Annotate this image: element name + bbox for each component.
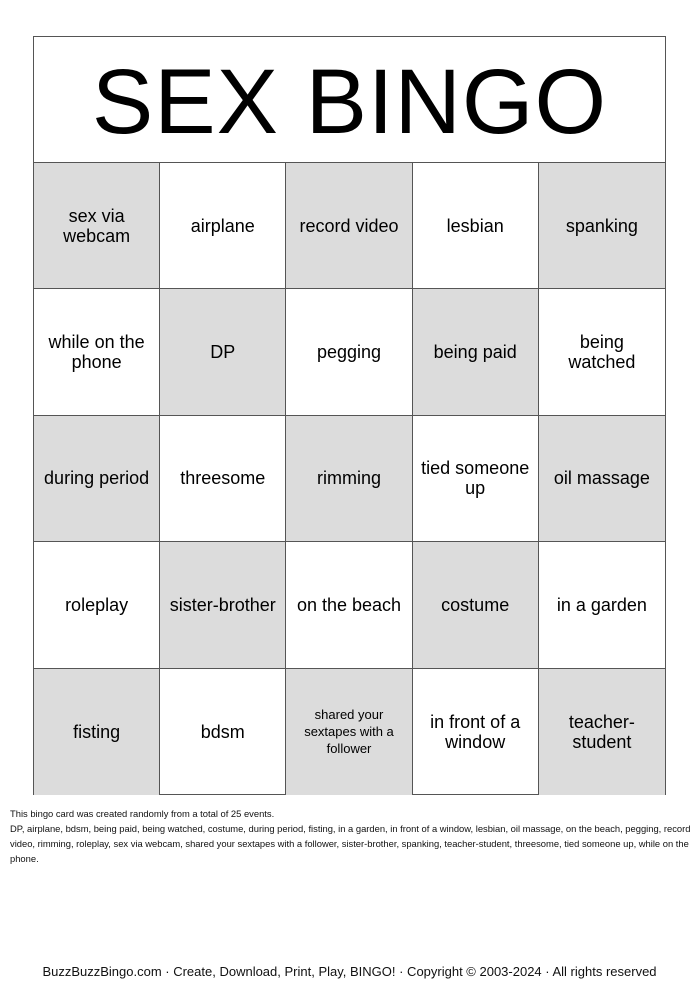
copyright-footer: BuzzBuzzBingo.com · Create, Download, Print, Play, BINGO! · Copyright © 2003-2024 · All rights reserved: [42, 964, 657, 979]
card-title: SEX BINGO: [34, 37, 665, 163]
bingo-cell: [413, 163, 539, 289]
bingo-cell-label: lesbian: [446, 215, 504, 236]
bingo-cell: [413, 289, 539, 415]
bingo-cell: [539, 163, 665, 289]
events-count-note: This bingo card was created randomly from a total of 25 events.: [10, 808, 275, 819]
bingo-cell-label: fisting: [73, 721, 121, 742]
bingo-cell: [286, 669, 412, 795]
bingo-cell: [413, 542, 539, 668]
bingo-cell-label: oil massage: [553, 468, 650, 489]
bingo-cell-label: threesome: [180, 468, 266, 489]
bingo-cell: [160, 416, 286, 542]
bingo-cell: [539, 289, 665, 415]
events-list-note: DP, airplane, bdsm, being paid, being watched, costume, during period, fisting, in a garden, in front of a window, lesbian, oil massage, on the beach, pegging, record video, rimming, roleplay, sex via webcam, shared your sextapes with a follower, sister-brother, spanking, teacher-student, threesome, tied someone up, while on the phone.: [10, 823, 691, 864]
bingo-card: [33, 36, 666, 795]
bingo-cell: [34, 542, 160, 668]
bingo-cell-label: teacher-student: [568, 711, 635, 752]
bingo-cell: [160, 669, 286, 795]
bingo-cell: [286, 163, 412, 289]
bingo-cell: [34, 669, 160, 795]
bingo-cell: [34, 289, 160, 415]
bingo-cell: [286, 542, 412, 668]
bingo-cell-label: spanking: [565, 215, 638, 236]
bingo-cell: [539, 542, 665, 668]
bingo-cell-label: being watched: [568, 332, 636, 373]
bingo-cell: [34, 163, 160, 289]
bingo-cell: [160, 163, 286, 289]
bingo-cell-label: while on the phone: [48, 332, 145, 373]
bingo-cell-label: during period: [44, 468, 150, 489]
bingo-cell-label: roleplay: [65, 594, 129, 615]
bingo-cell-label: rimming: [316, 468, 381, 489]
bingo-cell: [286, 289, 412, 415]
bingo-cell-label: tied someone up: [421, 458, 530, 499]
bingo-cell-label: airplane: [190, 215, 255, 236]
bingo-cell-label: sex via webcam: [63, 205, 131, 246]
card-notes: [10, 806, 695, 866]
bingo-cell: [286, 416, 412, 542]
bingo-cell-label: in front of a window: [430, 711, 521, 752]
bingo-cell-label: DP: [210, 342, 236, 363]
bingo-cell: [160, 542, 286, 668]
bingo-cell: [539, 669, 665, 795]
bingo-cell-label: on the beach: [296, 594, 402, 615]
bingo-cell-label: record video: [299, 215, 399, 236]
bingo-cell-label: shared your sextapes with a follower: [304, 707, 394, 757]
bingo-cell: [413, 669, 539, 795]
bingo-cell-label: bdsm: [200, 721, 245, 742]
bingo-cell: [413, 416, 539, 542]
bingo-cell-label: in a garden: [556, 594, 647, 615]
bingo-cell-label: pegging: [316, 342, 382, 363]
bingo-cell-label: costume: [441, 594, 510, 615]
bingo-grid: [34, 163, 665, 795]
bingo-cell: [34, 416, 160, 542]
bingo-cell-label: being paid: [433, 342, 517, 363]
bingo-cell: [539, 416, 665, 542]
bingo-cell-label: sister-brother: [169, 594, 276, 615]
bingo-cell: [160, 289, 286, 415]
